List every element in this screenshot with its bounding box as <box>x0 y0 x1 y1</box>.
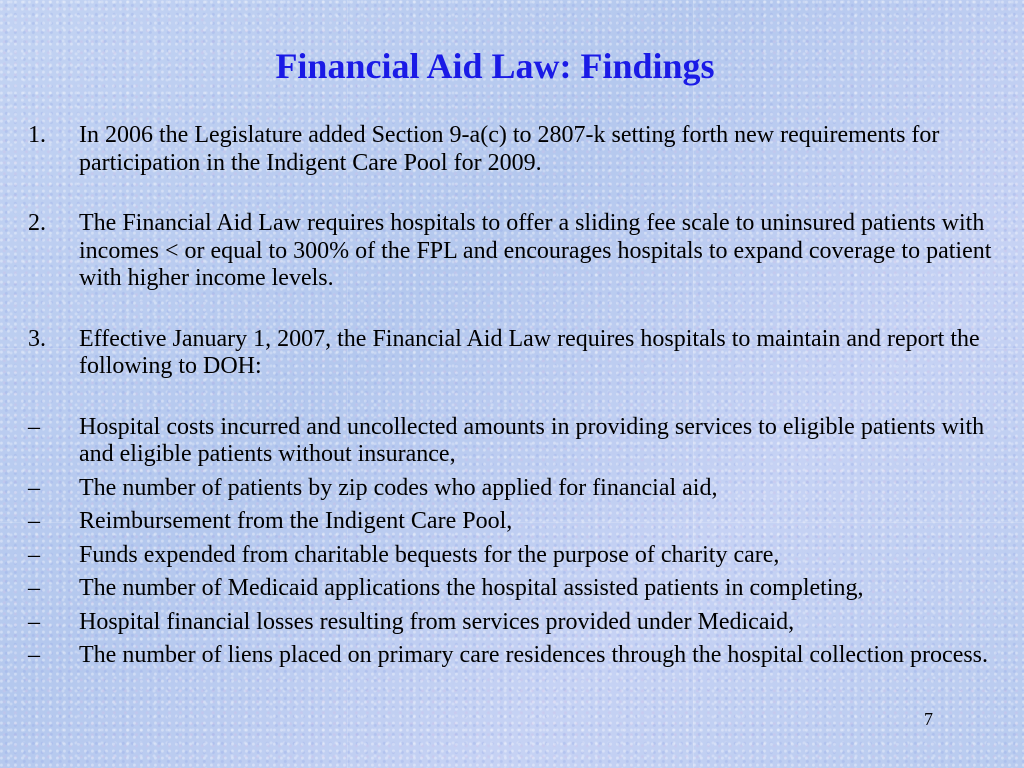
item-text: Effective January 1, 2007, the Financial Aid Law requires hospitals to maintain and report the following to DOH: <box>79 325 980 379</box>
sub-list-item <box>28 475 998 503</box>
sub-item-text: Funds expended from charitable bequests for the purpose of charity care, <box>79 541 780 568</box>
item-number: 3. <box>28 325 46 352</box>
item-text: The Financial Aid Law requires hospitals to offer a sliding fee scale to uninsured patients with incomes < or equal to 300% of the FPL and encourages hospitals to expand coverage to patient with higher income levels. <box>79 210 992 291</box>
item-content <box>79 326 998 381</box>
numbered-item <box>28 326 998 381</box>
dash-bullet: – <box>28 608 40 635</box>
sub-list <box>28 414 998 670</box>
page-number: 7 <box>924 709 933 729</box>
sub-item-text: The number of liens placed on primary care residences through the hospital collection process. <box>79 642 989 668</box>
item-number: 2. <box>28 210 46 236</box>
numbered-item <box>28 122 998 177</box>
sub-item-text: Hospital costs incurred and uncollected amounts in providing services to eligible patients with and eligible patients without insurance, <box>79 413 985 467</box>
slide-body <box>28 122 998 676</box>
sub-item-text: The number of Medicaid applications the hospital assisted patients in completing, <box>79 575 864 601</box>
sub-item-text: Reimbursement from the Indigent Care Pool, <box>79 508 513 534</box>
dash-bullet: – <box>28 413 40 440</box>
slide-title: Financial Aid Law: Findings <box>275 46 715 86</box>
numbered-item <box>28 210 998 293</box>
dash-bullet: – <box>28 474 40 501</box>
sub-list-item <box>28 508 998 536</box>
sub-item-text: Hospital financial losses resulting from services provided under Medicaid, <box>79 608 795 635</box>
dash-bullet: – <box>28 642 40 668</box>
dash-bullet: – <box>28 541 40 568</box>
sub-item-text: The number of patients by zip codes who applied for financial aid, <box>79 474 718 501</box>
sub-list-item <box>28 642 998 670</box>
sub-list-item <box>28 542 998 570</box>
item-text: In 2006 the Legislature added Section 9-a(c) to 2807-k setting forth new requirements for participation in the Indigent Care Pool for 2009. <box>79 122 940 176</box>
dash-bullet: – <box>28 575 40 601</box>
sub-list-item <box>28 609 998 637</box>
sub-list-item <box>28 575 998 603</box>
dash-bullet: – <box>28 508 40 534</box>
sub-list-item <box>28 414 998 469</box>
item-number: 1. <box>28 122 46 148</box>
